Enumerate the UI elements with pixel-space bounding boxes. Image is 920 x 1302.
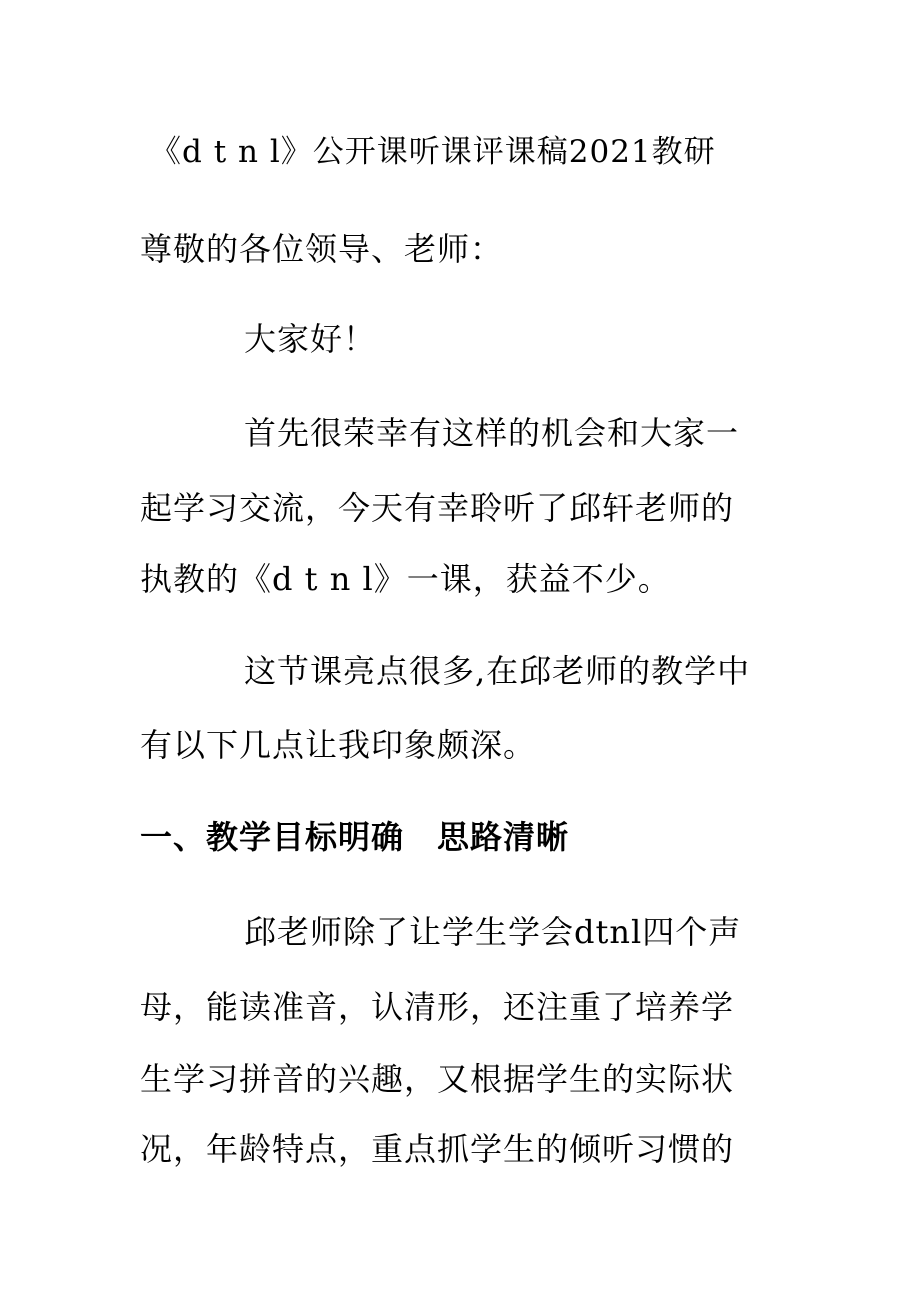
paragraph-1-line-2: 起学习交流，今天有幸聆听了邱轩老师的 <box>140 489 735 527</box>
paragraph-3-line-3: 生学习拼音的兴趣，又根据学生的实际状 <box>140 1060 735 1098</box>
document-title: 《d t n l》公开课听课评课稿2021教研 <box>150 134 716 170</box>
paragraph-3-line-1: 邱老师除了让学生学会dtnl四个声 <box>244 913 742 951</box>
paragraph-3-line-2: 母，能读准音，认清形，还注重了培养学 <box>140 988 735 1026</box>
greeting: 大家好！ <box>244 320 377 358</box>
section-heading-1: 一、教学目标明确 思路清晰 <box>140 818 570 856</box>
paragraph-1-line-3: 执教的《d t n l》一课，获益不少。 <box>140 560 671 598</box>
paragraph-2-line-2: 有以下几点让我印象颇深。 <box>140 726 537 764</box>
paragraph-1-line-1: 首先很荣幸有这样的机会和大家一 <box>244 414 740 452</box>
paragraph-2-line-1: 这节课亮点很多,在邱老师的教学中 <box>244 652 751 690</box>
paragraph-3-line-4: 况，年龄特点，重点抓学生的倾听习惯的 <box>140 1130 735 1168</box>
salutation: 尊敬的各位领导、老师： <box>140 230 504 268</box>
